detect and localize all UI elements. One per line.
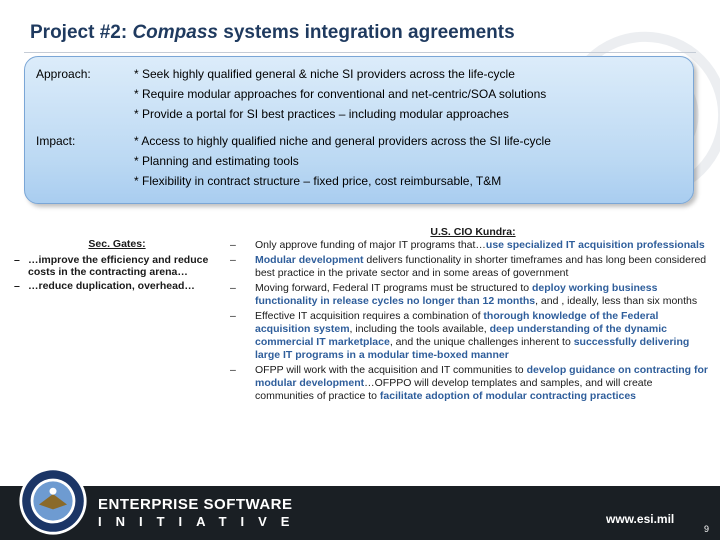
list-item: – …reduce duplication, overhead…: [14, 280, 195, 292]
body-text: , and , ideally, less than six months: [535, 295, 698, 307]
body-text: OFPP will work with the acquisition and IT communities to: [255, 364, 527, 376]
highlight-text: Modular development: [255, 254, 364, 266]
body-text: Only approve funding of major IT programs that…: [255, 239, 486, 251]
body-text: delivers functionality in shorter timeframes and has long been considered best practice in the private sector and in some areas of government: [255, 254, 707, 279]
highlight-text: successfully delivering large IT programs in a modular time-boxed manner: [255, 336, 690, 361]
gates-heading: Sec. Gates:: [88, 238, 146, 250]
page-number: 9: [704, 524, 710, 534]
highlight-text: thorough knowledge of the Federal acquisition system: [255, 310, 659, 335]
approach-label: Approach:: [36, 67, 91, 81]
list-item: – OFPP will work with the acquisition and IT communities to develop guidance on contracting for modular development…OFPPO will develop templates and samples, and will create communities of practice to facilitate adoption of modular contracting practices: [230, 364, 708, 402]
list-item: – Only approve funding of major IT programs that…use specialized IT acquisition professionals: [230, 239, 705, 251]
impact-line: * Access to highly qualified niche and general providers across the SI life-cycle: [134, 134, 551, 148]
highlight-text: use specialized IT acquisition professionals: [485, 239, 705, 251]
list-item: – Moving forward, Federal IT programs must be structured to deploy working business functionality in release cycles no longer than 12 months, and , ideally, less than six months: [230, 282, 698, 307]
impact-line: * Planning and estimating tools: [134, 154, 299, 168]
impact-line: * Flexibility in contract structure – fixed price, cost reimbursable, T&M: [134, 174, 502, 188]
kundra-heading: U.S. CIO Kundra:: [430, 226, 516, 238]
highlight-text: develop guidance on contracting for modular development: [255, 364, 708, 389]
list-item: – …improve the efficiency and reduce costs in the contracting arena…: [14, 254, 209, 278]
approach-line: * Require modular approaches for conventional and net-centric/SOA solutions: [134, 87, 547, 101]
dod-seal-icon: [18, 466, 88, 536]
page-title: Project #2: Compass systems integration agreements: [30, 22, 515, 43]
kundra-quotes: [228, 226, 712, 405]
list-item: – Modular development delivers functionality in shorter timeframes and has long been considered best practice in the private sector and in some areas of government: [230, 254, 707, 279]
body-text: , including the tools available,: [349, 323, 490, 335]
body-text: …OFPPO will develop templates and samples, and will create communities of practice to: [255, 377, 653, 402]
highlight-text: facilitate adoption of modular contracting practices: [379, 390, 637, 402]
impact-label: Impact:: [36, 134, 76, 148]
approach-line: * Provide a portal for SI best practices – including modular approaches: [134, 107, 509, 121]
body-text: Moving forward, Federal IT programs must be structured to: [255, 282, 532, 294]
gates-quotes: [8, 238, 226, 294]
list-item: – Effective IT acquisition requires a combination of thorough knowledge of the Federal acquisition system, including the tools available, deep understanding of the dynamic commercial IT marketplace, and the unique challenges inherent to successfully delivering large IT programs in a modular time-boxed manner: [230, 310, 690, 361]
body-text: Effective IT acquisition requires a combination of: [255, 310, 484, 322]
site-url[interactable]: www.esi.mil: [606, 512, 675, 526]
highlight-text: deploy working business functionality in release cycles no longer than 12 months: [255, 282, 658, 307]
org-name: ENTERPRISE SOFTWARE: [98, 496, 293, 513]
highlight-text: deep understanding of the dynamic commercial IT marketplace: [255, 323, 667, 348]
org-subtitle: INITIATIVE: [98, 514, 304, 529]
approach-line: * Seek highly qualified general & niche SI providers across the life-cycle: [134, 67, 515, 81]
title-divider: [24, 52, 696, 53]
body-text: , and the unique challenges inherent to: [389, 336, 574, 348]
